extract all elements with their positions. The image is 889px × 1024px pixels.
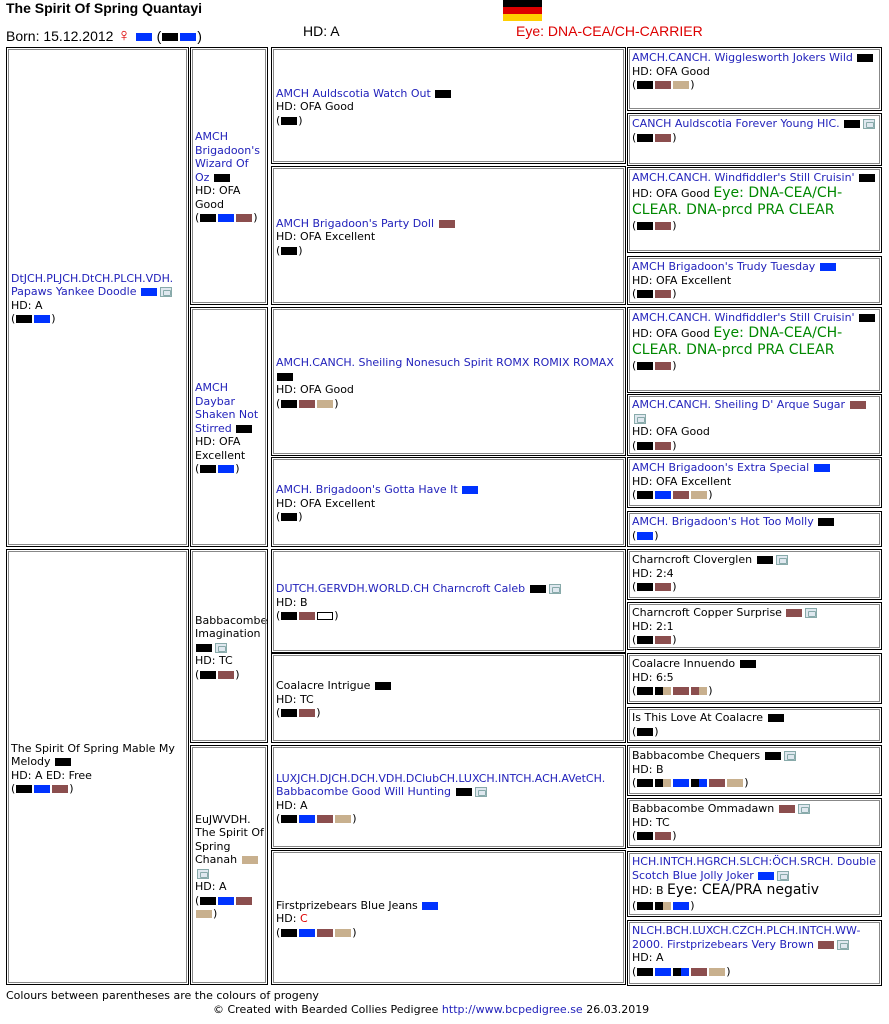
- colour-box: [162, 33, 178, 41]
- pedigree-cell: [627, 549, 882, 600]
- colour-box: [422, 902, 438, 910]
- pedigree-cell: [271, 850, 626, 985]
- born-label: Born:: [6, 28, 40, 44]
- colour-box: [214, 174, 230, 182]
- colour-box: [218, 465, 234, 473]
- progeny-colours: ( ): [195, 462, 240, 476]
- colour-box: [727, 779, 743, 787]
- colour-box: [637, 583, 653, 591]
- colour-box: [655, 442, 671, 450]
- colour-box: [637, 532, 653, 540]
- progeny-colours: ( ): [632, 776, 749, 789]
- colour-box: [218, 214, 234, 222]
- colour-box: [218, 897, 234, 905]
- pedigree-cell: [627, 653, 882, 704]
- progeny-colours: ( ): [632, 358, 677, 372]
- health-line: HD: OFA Excellent: [276, 496, 376, 510]
- born-line: [6, 25, 202, 45]
- colour-box: [655, 583, 671, 591]
- colour-box: [335, 929, 351, 937]
- health-line: HD: OFA Good: [276, 383, 354, 396]
- colour-box: [200, 897, 216, 905]
- colour-box: [242, 856, 258, 864]
- progeny-colours: ( ): [632, 438, 677, 452]
- progeny-colours: ( ): [276, 609, 339, 623]
- dog-name[interactable]: AMCH Brigadoon's Extra Special: [632, 461, 810, 474]
- colour-box: [55, 758, 71, 766]
- site-link[interactable]: http://www.bcpedigree.se: [441, 1003, 583, 1016]
- colour-box: [299, 612, 315, 620]
- colour-box: [655, 134, 671, 142]
- credit-date: 26.03.2019: [586, 1003, 650, 1016]
- progeny-colours: ( ): [276, 113, 303, 127]
- hd-result: HD: A: [303, 23, 340, 39]
- colour-box: [637, 442, 653, 450]
- born-date: 15.12.2012: [43, 28, 114, 44]
- colour-box: [375, 682, 391, 690]
- pedigree-header: [0, 0, 889, 46]
- pedigree-cell: [271, 549, 626, 653]
- camera-icon[interactable]: [863, 119, 875, 129]
- health-line: HD: B: [276, 595, 308, 609]
- health-line: HD: B: [632, 762, 664, 776]
- colour-box: [655, 902, 671, 910]
- colour-box: [637, 968, 653, 976]
- colour-box: [218, 671, 234, 679]
- colour-box: [820, 263, 836, 271]
- colour-box: [844, 120, 860, 128]
- dog-name: Coalacre Intrigue: [276, 679, 371, 693]
- progeny-colours: ( ): [276, 706, 321, 720]
- colour-box: [200, 671, 216, 679]
- health-line: HD: OFA Excellent: [276, 230, 376, 244]
- dog-name[interactable]: AMCH. Brigadoon's Hot Too Molly: [632, 515, 814, 528]
- health-line: HD: OFA Excellent: [632, 474, 732, 488]
- progeny-colours: ( ): [632, 580, 677, 593]
- health-line: HD: A: [195, 880, 227, 893]
- colour-box: [317, 400, 333, 408]
- dog-name: Is This Love At Coalacre: [632, 711, 764, 724]
- pedigree-cell: [6, 549, 189, 985]
- dog-name[interactable]: AMCH Brigadoon's Party Doll: [276, 216, 435, 230]
- dog-name: Babbacombe Ommadawn: [632, 802, 775, 815]
- camera-icon[interactable]: [475, 787, 487, 797]
- colour-box: [655, 290, 671, 298]
- colour-box: [200, 214, 216, 222]
- colour-box: [779, 805, 795, 813]
- dog-name[interactable]: AMCH.CANCH. Windfiddler's Still Cruisin': [632, 311, 855, 324]
- pedigree-cell: [190, 549, 268, 743]
- dog-name: Charncroft Copper Surprise: [632, 606, 782, 619]
- colour-box: [637, 687, 653, 695]
- colour-box: [691, 687, 707, 695]
- colour-box: [857, 54, 873, 62]
- health-line: HD: A: [276, 798, 308, 812]
- colour-box: [637, 636, 653, 644]
- colour-box: [281, 709, 297, 717]
- colour-box: [673, 491, 689, 499]
- colour-box: [691, 779, 707, 787]
- pedigree-cell: [271, 307, 626, 456]
- camera-icon[interactable]: [777, 871, 789, 881]
- colour-box: [281, 247, 297, 255]
- colour-box: [299, 400, 315, 408]
- colour-box: [236, 425, 252, 433]
- progeny-colours: ( ): [11, 782, 74, 795]
- colour-box: [16, 785, 32, 793]
- colour-box: [456, 788, 472, 796]
- dog-name[interactable]: AMCH.CANCH. Sheiling D' Arque Sugar: [632, 398, 846, 411]
- pedigree-cell: [627, 256, 882, 305]
- progeny-colours: ( ): [195, 211, 258, 225]
- pedigree-cell: [271, 166, 626, 305]
- colour-box: [765, 752, 781, 760]
- colour-box: [299, 709, 315, 717]
- colour-box: [655, 491, 671, 499]
- camera-icon[interactable]: [197, 869, 209, 879]
- colour-box: [637, 779, 653, 787]
- colour-box: [281, 117, 297, 125]
- colour-box: [768, 714, 784, 722]
- health-line: HD: OFA Good Eye: DNA-CEA/CH-CLEAR. DNA-prcd PRA CLEAR: [632, 324, 843, 358]
- eye-result: Eye: DNA-CEA/CH-CLEAR. DNA-prcd PRA CLEAR: [632, 324, 843, 358]
- colour-box: [757, 556, 773, 564]
- progeny-colours: ( ): [632, 488, 713, 501]
- colour-box: [673, 687, 689, 695]
- pedigree-cell: [190, 745, 268, 985]
- progeny-colours: ( ): [632, 130, 677, 144]
- progeny-colours: (): [195, 894, 264, 921]
- colour-box: [850, 401, 866, 409]
- colour-box: [655, 636, 671, 644]
- progeny-colours: ( ): [195, 667, 240, 681]
- colour-box: [281, 815, 297, 823]
- credit-text: © Created with Bearded Collies Pedigree: [213, 1003, 439, 1016]
- colour-box: [637, 491, 653, 499]
- camera-icon[interactable]: [215, 643, 227, 653]
- health-line: HD: A: [11, 298, 43, 312]
- colour-box: [281, 612, 297, 620]
- colour-box: [317, 612, 333, 620]
- health-line: HD: TC: [632, 815, 670, 829]
- pedigree-cell: [190, 47, 268, 305]
- colour-box: [34, 315, 50, 323]
- colour-box: [637, 728, 653, 736]
- dog-name: Charncroft Cloverglen: [632, 553, 753, 566]
- pedigree-cell: [627, 745, 882, 796]
- camera-icon[interactable]: [549, 584, 561, 594]
- pedigree-cell: [271, 745, 626, 849]
- pedigree-cell: [627, 113, 882, 166]
- footer-credit: [213, 1003, 649, 1016]
- colour-box: [655, 687, 671, 695]
- pedigree-cell: [627, 167, 882, 253]
- colour-box: [281, 400, 297, 408]
- eye-result: Eye: DNA-CEA/CH-CARRIER: [516, 23, 703, 39]
- colour-box: [786, 609, 802, 617]
- eye-result: Eye: DNA-CEA/CH-CLEAR. DNA-prcd PRA CLEAR: [632, 184, 843, 218]
- colour-box: [317, 929, 333, 937]
- colour-box: [691, 491, 707, 499]
- colour-box: [236, 214, 252, 222]
- colour-box: [439, 220, 455, 228]
- colour-box: [655, 779, 671, 787]
- colour-box: [136, 33, 152, 41]
- dog-name[interactable]: AMCH.CANCH. Sheiling Nonesuch Spirit ROMX ROMIX ROMAX: [276, 356, 614, 369]
- colour-box: [709, 779, 725, 787]
- colour-box: [655, 362, 671, 370]
- colour-box: [673, 968, 689, 976]
- camera-icon[interactable]: [634, 414, 646, 424]
- pedigree-cell: [271, 47, 626, 164]
- progeny-colours: ( ): [276, 396, 339, 410]
- progeny-colours: ( ): [632, 218, 677, 232]
- dog-name[interactable]: AMCH Brigadoon's Trudy Tuesday: [632, 260, 816, 273]
- dog-name[interactable]: AMCH Daybar Shaken Not Stirred: [195, 381, 259, 435]
- colour-box: [818, 941, 834, 949]
- own-colour-boxes: [135, 28, 153, 44]
- progeny-colours: ( ): [632, 78, 695, 91]
- camera-icon[interactable]: [776, 555, 788, 565]
- health-line: HD: TC: [276, 692, 314, 706]
- pedigree-cell: [627, 511, 882, 547]
- progeny-colours: ( ): [632, 287, 677, 300]
- progeny-colours: ( ): [276, 925, 357, 939]
- progeny-colours: ( ): [276, 243, 303, 257]
- health-line: HD: A: [632, 951, 664, 964]
- colour-box: [637, 902, 653, 910]
- colour-box: [673, 779, 689, 787]
- pedigree-cell: [627, 307, 882, 393]
- pedigree-cell: [627, 457, 882, 508]
- health-line: HD: OFA Good: [632, 425, 710, 438]
- colour-box: [637, 81, 653, 89]
- camera-icon[interactable]: [805, 608, 817, 618]
- colour-box: [655, 81, 671, 89]
- dog-title: The Spirit Of Spring Quantayi: [6, 0, 203, 16]
- progeny-colours: ( ): [156, 28, 202, 44]
- health-line: HD: OFA Good: [276, 100, 354, 114]
- health-line: HD: OFA Excellent: [195, 435, 246, 462]
- dog-name: Babbacombe Imagination: [195, 613, 268, 641]
- colour-box: [299, 815, 315, 823]
- progeny-colours: ( ): [11, 312, 56, 325]
- dog-name[interactable]: AMCH Auldscotia Watch Out: [276, 86, 431, 100]
- colour-box: [740, 660, 756, 668]
- dog-name: Coalacre Innuendo: [632, 657, 736, 670]
- progeny-colours: ( ): [632, 829, 677, 842]
- female-icon: ♀: [117, 25, 131, 45]
- dog-name: The Spirit Of Spring Mable My Melody: [11, 741, 175, 768]
- progeny-colours: ( ): [276, 812, 357, 825]
- progeny-colours: ( ): [632, 899, 695, 912]
- health-line: HD: OFA Good: [195, 184, 241, 211]
- colour-box: [200, 465, 216, 473]
- colour-box: [655, 832, 671, 840]
- pedigree-cell: [6, 47, 189, 547]
- colour-box: [691, 968, 707, 976]
- colour-box: [818, 518, 834, 526]
- colour-box: [299, 929, 315, 937]
- dog-name[interactable]: LUXJCH.DJCH.DCH.VDH.DClubCH.LUXCH.INTCH.ACH.AVetCH. Babbacombe Good Will Hunting: [276, 771, 606, 798]
- colour-box: [52, 785, 68, 793]
- pedigree-cell: [627, 602, 882, 650]
- colour-box: [530, 585, 546, 593]
- dog-name[interactable]: DUTCH.GERVDH.WORLD.CH Charncroft Caleb: [276, 582, 526, 596]
- colour-box: [277, 373, 293, 381]
- colour-box: [16, 315, 32, 323]
- health-line: HD: 2:1: [632, 619, 674, 633]
- health-line: HD: A ED: Free: [11, 768, 92, 782]
- health-line: HD: OFA Excellent: [632, 273, 732, 287]
- health-line: HD: B Eye: CEA/PRA negativ: [632, 882, 820, 898]
- pedigree-cell: [271, 457, 626, 547]
- colour-box: [435, 90, 451, 98]
- dog-name[interactable]: AMCH.CANCH. Windfiddler's Still Cruisin': [632, 171, 855, 184]
- pedigree-cell: [627, 851, 882, 917]
- dog-name: EuJWVDH. The Spirit Of Spring Chanah: [195, 812, 264, 866]
- dog-name[interactable]: HCH.INTCH.HGRCH.SLCH:ÖCH.SRCH. Double Scotch Blue Jolly Joker: [632, 855, 876, 882]
- health-line: HD: C: [276, 912, 308, 926]
- dog-name: Babbacombe Chequers: [632, 749, 761, 762]
- colour-box: [637, 362, 653, 370]
- colour-box: [814, 464, 830, 472]
- progeny-colours: ( ): [276, 510, 303, 524]
- dog-name[interactable]: DtJCH.PLJCH.DtCH.PLCH.VDH. Papaws Yankee Doodle: [11, 271, 174, 298]
- colour-box: [281, 513, 297, 521]
- progeny-colours: ( ): [632, 684, 713, 697]
- colour-box: [673, 902, 689, 910]
- colour-box: [709, 968, 725, 976]
- colour-box: [637, 832, 653, 840]
- colour-box: [859, 314, 875, 322]
- colour-box: [141, 288, 157, 296]
- camera-icon[interactable]: [160, 287, 172, 297]
- health-line: HD: OFA Good: [632, 64, 710, 78]
- dog-name[interactable]: AMCH Brigadoon's Wizard Of Oz: [195, 130, 261, 184]
- colour-box: [637, 222, 653, 230]
- camera-icon[interactable]: [837, 940, 849, 950]
- progeny-colours: ( ): [632, 964, 731, 978]
- health-line: HD: 2:4: [632, 566, 674, 580]
- colour-box: [637, 290, 653, 298]
- dog-name[interactable]: CANCH Auldscotia Forever Young HIC.: [632, 117, 840, 130]
- footer-note: Colours between parentheses are the colours of progeny: [6, 989, 319, 1002]
- colour-box: [637, 134, 653, 142]
- colour-box: [34, 785, 50, 793]
- dog-name[interactable]: NLCH.BCH.LUXCH.CZCH.PLCH.INTCH.WW-2000. Firstprizebears Very Brown: [632, 924, 861, 951]
- dog-name: Firstprizebears Blue Jeans: [276, 898, 418, 912]
- pedigree-cell: [627, 707, 882, 743]
- health-line: HD: 6:5: [632, 670, 674, 684]
- health-line: HD: OFA Good Eye: DNA-CEA/CH-CLEAR. DNA-prcd PRA CLEAR: [632, 184, 843, 218]
- progeny-colours: ( ): [632, 724, 659, 738]
- pedigree-cell: [271, 653, 626, 743]
- camera-icon[interactable]: [784, 751, 796, 761]
- colour-box: [335, 815, 351, 823]
- colour-box: [462, 486, 478, 494]
- pedigree-cell: [627, 394, 882, 456]
- colour-box: [180, 33, 196, 41]
- colour-box: [281, 929, 297, 937]
- health-line: HD: TC: [195, 654, 233, 668]
- eye-result: Eye: CEA/PRA negativ: [667, 882, 820, 898]
- dog-name[interactable]: AMCH.CANCH. Wigglesworth Jokers Wild: [632, 51, 853, 64]
- colour-box: [236, 897, 252, 905]
- colour-box: [673, 81, 689, 89]
- german-flag-icon: [503, 0, 542, 21]
- dog-name[interactable]: AMCH. Brigadoon's Gotta Have It: [276, 483, 458, 497]
- pedigree-cell: [627, 920, 882, 986]
- colour-box: [655, 968, 671, 976]
- pedigree-cell: [627, 798, 882, 848]
- pedigree-cell: [190, 307, 268, 547]
- colour-box: [196, 910, 212, 918]
- pedigree-cell: [627, 47, 882, 111]
- progeny-colours: ( ): [632, 633, 677, 646]
- colour-box: [859, 174, 875, 182]
- colour-box: [655, 222, 671, 230]
- colour-box: [758, 872, 774, 880]
- colour-box: [196, 644, 212, 652]
- progeny-colours: ( ): [632, 528, 659, 542]
- colour-box: [317, 815, 333, 823]
- camera-icon[interactable]: [798, 804, 810, 814]
